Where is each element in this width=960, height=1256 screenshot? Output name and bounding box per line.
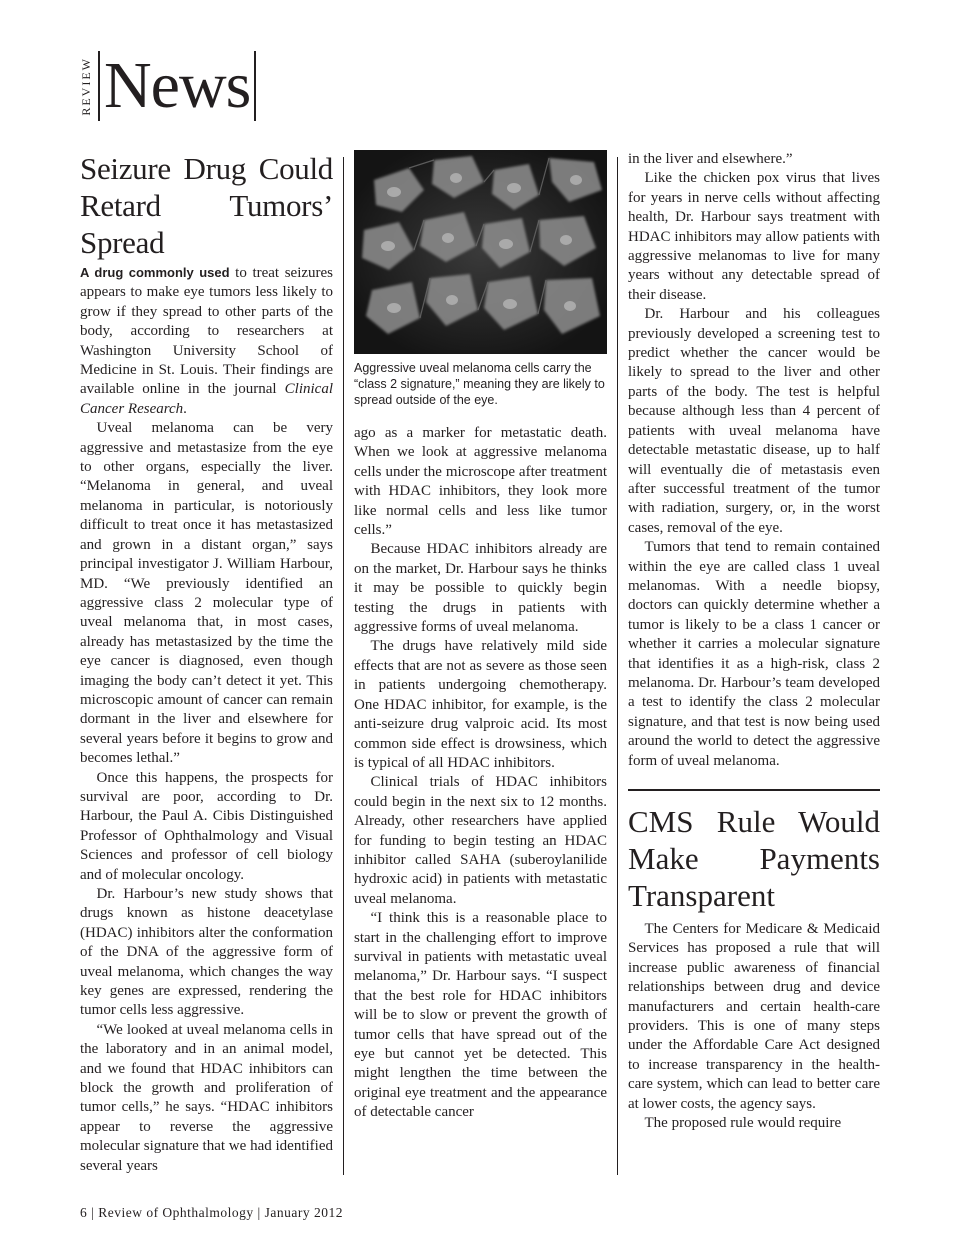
journal-name: Clinical Cancer Research (80, 381, 333, 417)
paragraph: Dr. Harbour’s new study shows that drugs known as histone deacetylase (HDAC) inhibitors alter the conformation of the DNA of the aggressive form of uveal melanoma, which changes the way key genes are expressed, rendering the tumor cells less aggressive. (80, 886, 333, 1019)
section-divider (628, 789, 880, 791)
masthead-bar-right (254, 51, 256, 121)
paragraph: Dr. Harbour and his colleagues previously developed a screening test to predict whether the cancer would be likely to spread to the liver and other parts of the body. The test is helpful because although less than 4 percent of patients with uveal melanoma have detectable metastatic disease, up to half will eventually die of metastasis even after successful treatment of the tumor with radiation, surgery, or, in the worst cases, removal of the eye. (628, 306, 880, 536)
lead-text: to treat seizures appears to make eye tumors less likely to grow if they spread to other parts of the body, according to researchers at Washington University School of Medicine in St. Louis. Their findings are available online in the journal (80, 265, 334, 398)
column-2 (354, 150, 607, 1123)
lead-end: . (183, 400, 187, 417)
paragraph: “We looked at uveal melanoma cells in the laboratory and in an animal model, and we found that HDAC inhibitors can block the growth and proliferation of tumor cells,” he says. “HDAC inhibitors appear to reverse the aggressive molecular signature that we had identified several years (80, 1021, 333, 1174)
paragraph: Because HDAC inhibitors already are on the market, Dr. Harbour says he thinks it may be possible to quickly begin testing the drugs in patients with aggressive forms of uveal melanoma. (354, 541, 607, 636)
paragraph: Once this happens, the prospects for survival are poor, according to Dr. Harbour, the Paul A. Cibis Distinguished Professor of Ophthalmology and Visual Sciences and professor of cell biology and of molecular oncology. (80, 769, 333, 883)
page-footer: 6 | Review of Ophthalmology | January 2012 (80, 1205, 343, 1220)
paragraph: Uveal melanoma can be very aggressive and metastasize from the eye to other organs, especially the liver. “Melanoma in general, and uveal melanoma in particular, is notoriously difficult to treat once it has metastasized and grown in a distant organ,” says principal investigator J. William Harbour, MD. “We previously identified an aggressive class 2 molecular type of uveal melanoma that, in most cases, already has metastasized by the time the eye cancer is diagnosed, even though imaging the body can’t detect it yet. This microscopic amount of cancer can remain dormant in the liver and elsewhere for several years before it begins to grow and becomes lethal.” (80, 420, 333, 767)
photo-caption: Aggressive uveal melanoma cells carry the “class 2 signature,” meaning they are likely to spread outside of the eye. (354, 361, 605, 407)
paragraph: Tumors that tend to remain contained within the eye are called class 1 uveal melanomas. With a needle biopsy, doctors can quickly determine whether a tumor is likely to be a class 1 cancer or whether it carries a molecular signature that identifies it as a high-risk, class 2 melanoma. Dr. Harbour’s team developed a test to identify the class 2 molecular signature, and that test is now being used around the world to detect the aggressive form of uveal melanoma. (628, 539, 880, 769)
column-rule-1 (343, 157, 344, 1175)
section-title: News (104, 49, 251, 122)
column-3 (628, 150, 880, 1133)
lead-paragraph (80, 263, 333, 419)
lead-in: A drug commonly used (80, 265, 230, 280)
masthead (80, 48, 256, 124)
masthead-bar-left (98, 51, 100, 121)
paragraph: Like the chicken pox virus that lives for years in nerve cells without affecting health, Dr. Harbour says treatment with HDAC inhibitors may allow patients with aggressive melanomas to live for many years without any detectable spread of their disease. (628, 170, 880, 303)
article-headline: Seizure Drug Could Retard Tumors’ Spread (80, 151, 333, 260)
review-label: REVIEW (79, 56, 93, 116)
paragraph: Clinical trials of HDAC inhibitors could begin in the next six to 12 months. Already, other researchers have applied for funding to begin testing an HDAC inhibitor called SAHA (suberoylanilide hydroxic acid) in patients with metastatic uveal melanoma. (354, 774, 607, 907)
paragraph: The proposed rule would require (644, 1115, 842, 1132)
paragraph: The Centers for Medicare & Medicaid Services has proposed a rule that will increase public awareness of financial relationships between drug and device manufacturers and certain health-care providers. This is one of many steps under the Affordable Care Act designed to increase transparency in the health-care system, which can lead to better care at lower costs, the agency says. (628, 921, 880, 1112)
article-headline-2: CMS Rule Would Make Payments Transparent (628, 804, 880, 913)
column-1 (80, 150, 333, 1176)
melanoma-cells-photo (354, 150, 607, 354)
paragraph: The drugs have relatively mild side effects that are not as severe as those seen in patients undergoing chemotherapy. One HDAC inhibitor, for example, is the anti-seizure drug valproic acid. Its most common side effect is drowsiness, which is typical of all HDAC inhibitors. (354, 638, 607, 771)
micrograph-image (354, 150, 607, 354)
column-rule-2 (617, 157, 618, 1175)
paragraph: “I think this is a reasonable place to start in the challenging effort to improve survival in patients with metastatic uveal melanoma,” Dr. Harbour says. “I suspect that the best role for HDAC inhibitors will be to slow or prevent the growth of tumor cells that have spread out of the eye but cannot yet be detected. This might lengthen the time between the original eye treatment and the appearance of detectable cancer (354, 910, 607, 1121)
paragraph-continued: ago as a marker for metastatic death. When we look at aggressive melanoma cells under the microscope after treatment with HDAC inhibitors, they look more like normal cells and less like tumor cells.” (354, 425, 607, 539)
paragraph-continued: in the liver and elsewhere.” (628, 151, 793, 167)
